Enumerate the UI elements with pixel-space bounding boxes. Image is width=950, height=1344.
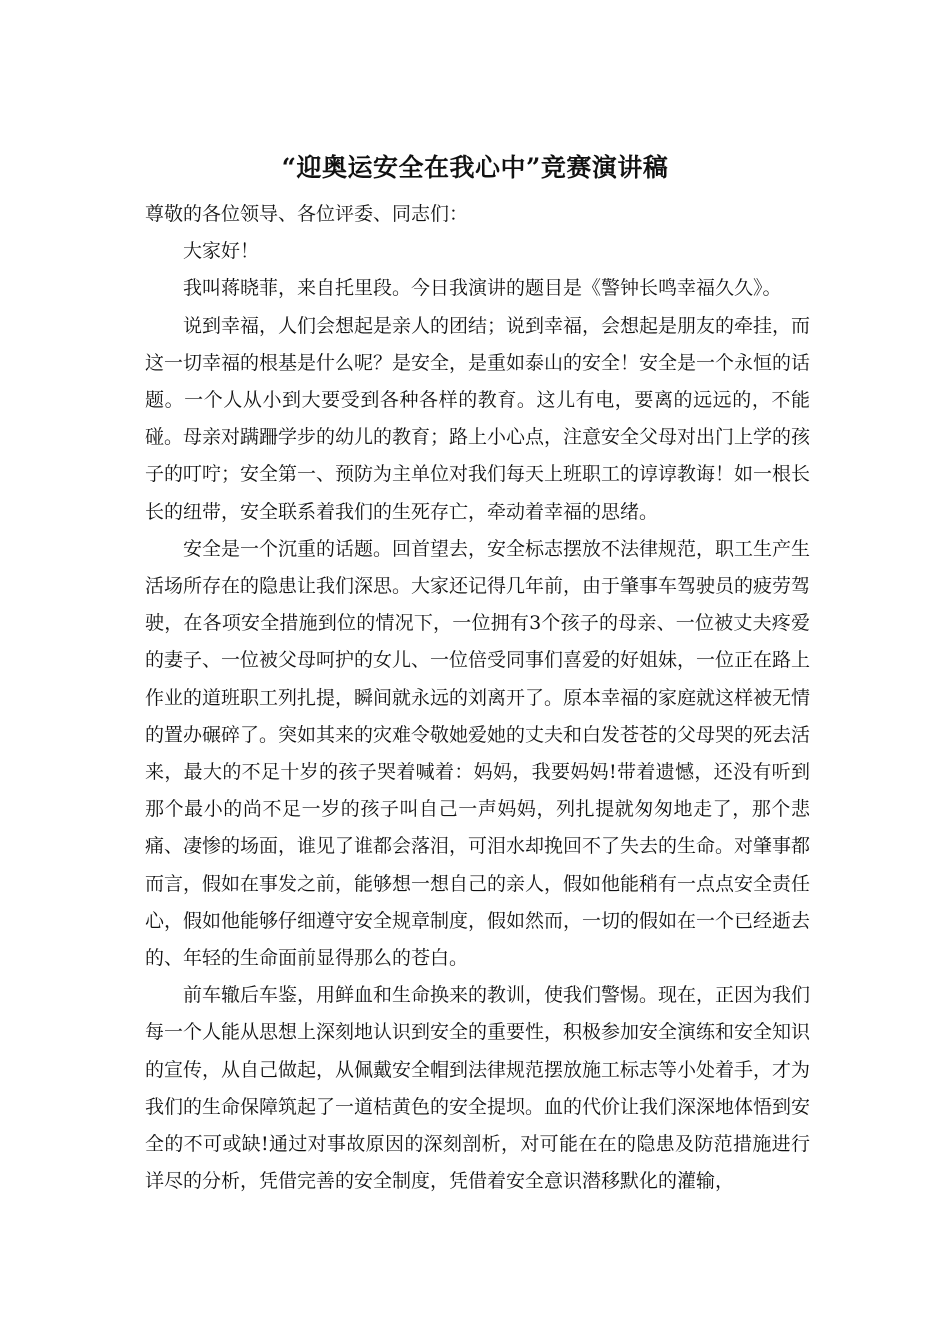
paragraph-happiness: 说到幸福，人们会想起是亲人的团结；说到幸福，会想起是朋友的牵挂，而这一切幸福的根基是什么呢？是安全，是重如泰山的安全！安全是一个永恒的话题。一个人从小到大要受到各种各样的教育。这儿有电，要离的远远的，不能碰。母亲对蹒跚学步的幼儿的教育；路上小心点，注意安全父母对出门上学的孩子的叮咛；安全第一、预防为主单位对我们每天上班职工的谆谆教诲！如一根长长的纽带，安全联系着我们的生死存亡，牵动着幸福的思绪。 [145,314,811,523]
salutation: 尊敬的各位领导、各位评委、同志们： [145,203,469,225]
paragraph-accident: 安全是一个沉重的话题。回首望去，安全标志摆放不法律规范，职工生产生活场所存在的隐患让我们深思。大家还记得几年前，由于肇事车驾驶员的疲劳驾驶，在各项安全措施到位的情况下，一位拥有3个孩子的母亲、一位被丈夫疼爱的妻子、一位被父母呵护的女儿、一位倍受同事们喜爱的好姐妹，一位正在路上作业的道班职工列扎提，瞬间就永远的刘离开了。原本幸福的家庭就这样被无情的置办碾碎了。突如其来的灾难令敬她爱她的丈夫和白发苍苍的父母哭的死去活来，最大的不足十岁的孩子哭着喊着：妈妈，我要妈妈!带着遗憾，还没有听到那个最小的尚不足一岁的孩子叫自己一声妈妈，列扎提就匆匆地走了，那个悲痛、凄惨的场面，谁见了谁都会落泪，可泪水却挽回不了失去的生命。对肇事都而言，假如在事发之前，能够想一想自己的亲人，假如他能稍有一点点安全责任心，假如他能够仔细遵守安全规章制度，假如然而，一切的假如在一个已经逝去的、年轻的生命面前显得那么的苍白。 [145,537,811,970]
paragraph-introduction: 我叫蒋晓菲，来自托里段。今日我演讲的题目是《警钟长鸣幸福久久》。 [183,277,782,300]
paragraph-greeting: 大家好！ [183,240,260,263]
document-title: “迎奥运安全在我心中”竞赛演讲稿 [281,153,669,182]
document-body [145,196,810,1200]
paragraph-lessons: 前车辙后车鉴，用鲜血和生命换来的教训，使我们警惕。现在，正因为我们每一个人能从思想上深刻地认识到安全的重要性，积极参加安全演练和安全知识的宣传，从自己做起，从佩戴安全帽到法律规范摆放施工标志等小处着手，才为我们的生命保障筑起了一道桔黄色的安全提坝。血的代价让我们深深地体悟到安全的不可或缺!通过对事故原因的深刻剖析，对可能在在的隐患及防范措施进行详尽的分析，凭借完善的安全制度，凭借着安全意识潜移默化的灌输， [145,984,811,1193]
